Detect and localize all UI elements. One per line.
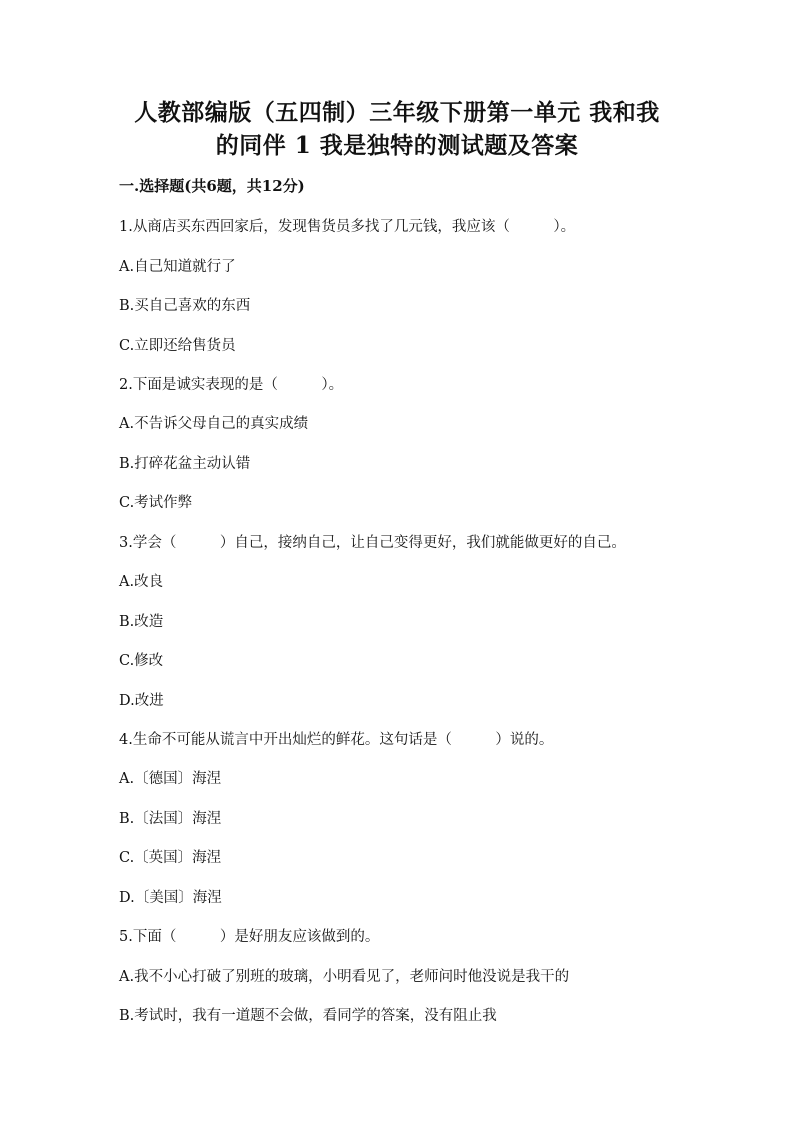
answer-option: C.〔英国〕海涅 xyxy=(119,850,222,866)
question-stem: 1.从商店买东西回家后，发现售货员多找了几元钱，我应该（ ）。 xyxy=(119,219,576,235)
answer-option: A.我不小心打破了别班的玻璃，小明看见了，老师问时他没说是我干的 xyxy=(119,969,570,985)
document-title-line-1: 人教部编版（五四制）三年级下册第一单元 我和我 xyxy=(134,99,660,126)
answer-option: A.〔德国〕海涅 xyxy=(119,771,222,787)
answer-option: D.改进 xyxy=(119,693,164,709)
question-stem: 5.下面（ ）是好朋友应该做到的。 xyxy=(119,929,380,945)
answer-option: C.修改 xyxy=(119,653,164,669)
answer-option: B.打碎花盆主动认错 xyxy=(119,456,251,472)
answer-option: C.立即还给售货员 xyxy=(119,338,236,354)
answer-option: B.考试时，我有一道题不会做，看同学的答案，没有阻止我 xyxy=(119,1008,497,1024)
document-title-line-2: 的同伴 1 我是独特的测试题及答案 xyxy=(215,132,579,159)
answer-option: B.买自己喜欢的东西 xyxy=(119,298,251,314)
answer-option: A.自己知道就行了 xyxy=(119,259,236,275)
answer-option: B.改造 xyxy=(119,614,164,630)
answer-option: A.不告诉父母自己的真实成绩 xyxy=(119,416,309,432)
answer-option: A.改良 xyxy=(119,574,164,590)
section-heading: 一.选择题(共6题，共12分) xyxy=(119,177,305,195)
question-stem: 4.生命不可能从谎言中开出灿烂的鲜花。这句话是（ ）说的。 xyxy=(119,732,554,748)
question-stem: 2.下面是诚实表现的是（ ）。 xyxy=(119,377,344,393)
answer-option: D.〔美国〕海涅 xyxy=(119,890,222,906)
answer-option: B.〔法国〕海涅 xyxy=(119,811,222,827)
answer-option: C.考试作弊 xyxy=(119,495,193,511)
question-stem: 3.学会（ ）自己，接纳自己，让自己变得更好，我们就能做更好的自己。 xyxy=(119,535,626,551)
